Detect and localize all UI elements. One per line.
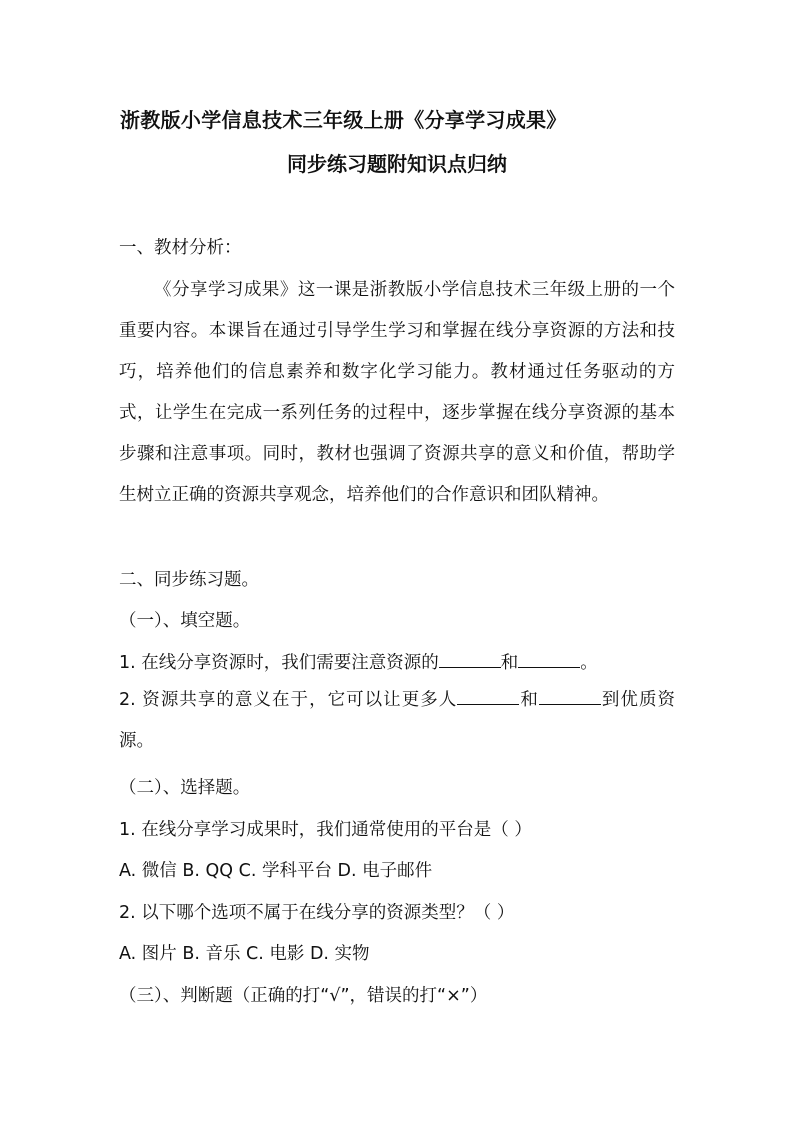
answer-blank[interactable]	[439, 651, 501, 668]
fill-q1-text: 1. 在线分享资源时，我们需要注意资源的	[119, 653, 439, 673]
fill-question-1	[119, 649, 598, 674]
document-subtitle: 同步练习题附知识点归纳	[287, 152, 507, 176]
choice-question-2-options: A. 图片 B. 音乐 C. 电影 D. 实物	[119, 944, 370, 964]
choice-question-1: 1. 在线分享学习成果时，我们通常使用的平台是（ ）	[119, 820, 532, 840]
choice-question-1-options: A. 微信 B. QQ C. 学科平台 D. 电子邮件	[119, 861, 433, 881]
fill-q2-conj: 和	[519, 690, 539, 710]
answer-blank[interactable]	[539, 688, 601, 705]
fill-q2-end: 到优质资源。	[119, 690, 675, 751]
document-title: 浙教版小学信息技术三年级上册《分享学习成果》	[120, 108, 567, 132]
fill-q2-text: 2. 资源共享的意义在于，它可以让更多人	[119, 690, 458, 710]
analysis-paragraph: 《分享学习成果》这一课是浙教版小学信息技术三年级上册的一个重要内容。本课旨在通过引导学生学习和掌握在线分享资源的方法和技巧，培养他们的信息素养和数字化学习能力。教材通过任务驱动的方式，让学生在完成一系列任务的过程中，逐步掌握在线分享资源的基本步骤和注意事项。同时，教材也强调了资源共享的意义和价值，帮助学生树立正确的资源共享观念，培养他们的合作意识和团队精神。	[119, 280, 675, 505]
section-heading-analysis: 一、教材分析：	[119, 238, 242, 258]
answer-blank[interactable]	[518, 651, 580, 668]
choice-heading: （二）、选择题。	[119, 778, 251, 798]
fill-blank-heading: （一）、填空题。	[119, 611, 251, 631]
fill-q1-end: 。	[580, 653, 598, 673]
judge-heading: （三）、判断题（正确的打“√”，错误的打“×”）	[119, 986, 488, 1006]
fill-question-2	[119, 680, 675, 762]
answer-blank[interactable]	[457, 688, 519, 705]
section-heading-exercises: 二、同步练习题。	[119, 570, 259, 590]
choice-question-2: 2. 以下哪个选项不属于在线分享的资源类型？（ ）	[119, 903, 515, 923]
fill-q1-conj: 和	[500, 653, 519, 673]
